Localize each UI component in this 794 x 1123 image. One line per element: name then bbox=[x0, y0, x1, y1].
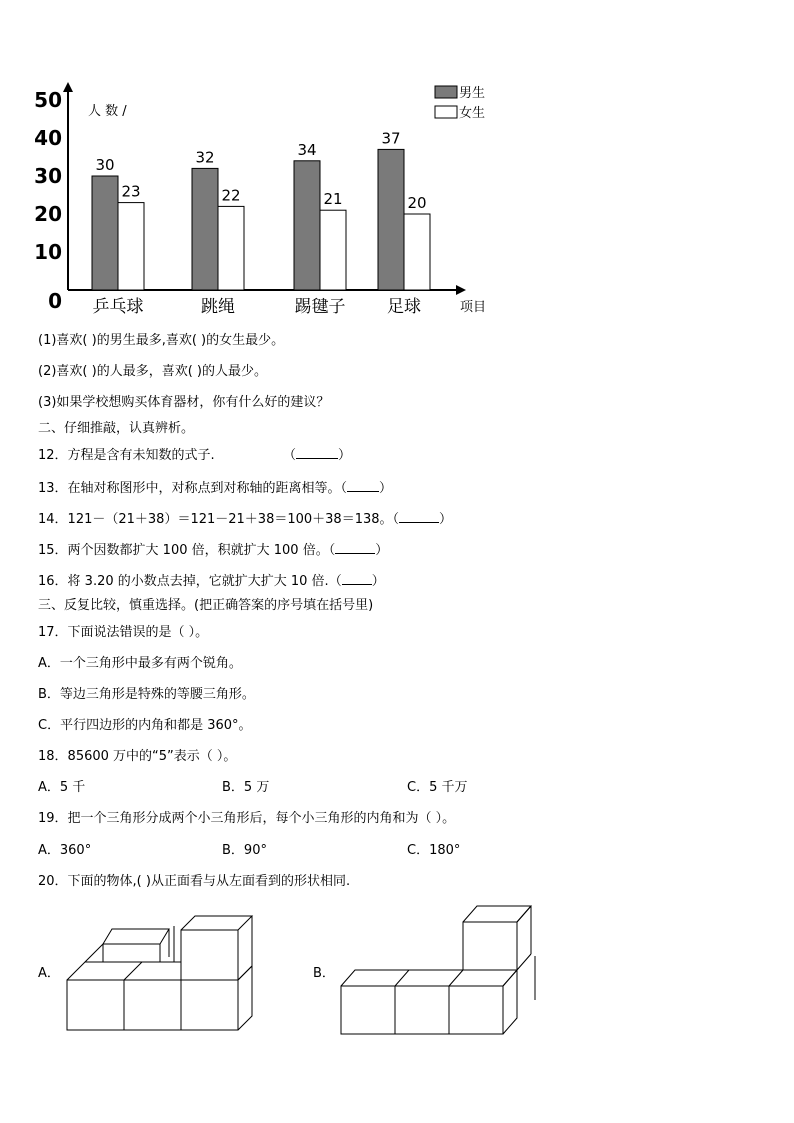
y-tick-label: 10 bbox=[34, 240, 62, 264]
x-tick-label: 跳绳 bbox=[201, 297, 235, 317]
legend-label: 男生 bbox=[459, 86, 486, 101]
bar-girls bbox=[320, 210, 346, 290]
bar-girls bbox=[218, 206, 244, 290]
question-19-option-a: A．360° bbox=[38, 843, 92, 858]
y-tick-label: 30 bbox=[34, 164, 62, 188]
legend-swatch bbox=[435, 86, 457, 98]
question-2: (2)喜欢( )的人最多，喜欢( )的人最少。 bbox=[38, 364, 267, 379]
question-17-option-b: B．等边三角形是特殊的等腰三角形。 bbox=[38, 687, 255, 702]
data-label: 20 bbox=[407, 194, 427, 212]
data-label: 23 bbox=[121, 182, 141, 201]
answer-blank-12[interactable] bbox=[296, 446, 338, 459]
answer-blank-16[interactable] bbox=[342, 572, 372, 585]
bar-girls bbox=[118, 203, 144, 290]
data-label: 22 bbox=[221, 186, 241, 205]
data-label: 30 bbox=[95, 156, 115, 174]
question-18: 18．85600 万中的“5”表示（ ）。 bbox=[38, 749, 237, 764]
question-16-text: 16．将 3.20 的小数点去掉，它就扩大扩大 10 倍.（ bbox=[38, 574, 342, 589]
question-19-option-b: B．90° bbox=[222, 843, 267, 858]
answer-blank-15[interactable] bbox=[335, 541, 375, 554]
question-12-text: 12．方程是含有未知数的式子. bbox=[38, 448, 215, 463]
bar-boys bbox=[294, 161, 320, 290]
question-1: (1)喜欢( )的男生最多,喜欢( )的女生最少。 bbox=[38, 333, 285, 348]
question-13 bbox=[38, 479, 392, 497]
question-14-text: 14．121－（21＋38）＝121－21＋38＝100＋38＝138。（ bbox=[38, 512, 400, 527]
bar-boys bbox=[378, 149, 404, 290]
y-axis-label: 人 数 / bbox=[88, 104, 127, 119]
section-3-heading: 三、反复比较，慎重选择。(把正确答案的序号填在括号里) bbox=[38, 598, 374, 613]
y-tick-label: 20 bbox=[34, 202, 62, 226]
data-label: 21 bbox=[323, 190, 343, 209]
question-18-option-a: A．5 千 bbox=[38, 780, 86, 795]
y-axis-arrow bbox=[63, 82, 73, 92]
cube-figure-b bbox=[336, 902, 546, 1038]
question-19-option-c: C．180° bbox=[407, 843, 461, 858]
x-tick-label: 乒乓球 bbox=[92, 297, 144, 317]
bar-girls bbox=[404, 214, 430, 290]
answer-blank-14[interactable] bbox=[399, 510, 439, 523]
question-20: 20．下面的物体,( )从正面看与从左面看到的形状相同. bbox=[38, 874, 351, 889]
question-14 bbox=[38, 510, 452, 528]
question-17-option-a: A．一个三角形中最多有两个锐角。 bbox=[38, 656, 242, 671]
question-14-close: ） bbox=[439, 512, 453, 527]
question-15 bbox=[38, 541, 388, 559]
question-16-close: ） bbox=[371, 574, 385, 589]
question-13-text: 13．在轴对称图形中，对称点到对称轴的距离相等。（ bbox=[38, 481, 348, 496]
section-2-heading: 二、仔细推敲，认真辨析。 bbox=[38, 421, 195, 436]
question-3: (3)如果学校想购买体育器材，你有什么好的建议？ bbox=[38, 395, 330, 410]
data-label: 34 bbox=[297, 140, 317, 159]
x-tick-label: 足球 bbox=[387, 297, 421, 317]
bar-boys bbox=[192, 168, 218, 290]
question-13-close: ） bbox=[379, 481, 393, 496]
y-tick-label: 50 bbox=[34, 88, 62, 112]
data-label: 32 bbox=[195, 148, 215, 167]
question-12-open: （ bbox=[282, 448, 296, 463]
question-12-close: ） bbox=[337, 448, 351, 463]
cube-figure-a bbox=[62, 902, 262, 1038]
bar-boys bbox=[92, 176, 118, 290]
question-15-close: ） bbox=[375, 543, 389, 558]
question-18-option-c: C．5 千万 bbox=[407, 780, 468, 795]
question-15-text: 15．两个因数都扩大 100 倍，积就扩大 100 倍。（ bbox=[38, 543, 336, 558]
question-17-option-c: C．平行四边形的内角和都是 360°。 bbox=[38, 718, 252, 733]
question-19: 19．把一个三角形分成两个小三角形后，每个小三角形的内角和为（ ）。 bbox=[38, 811, 456, 826]
x-tick-label: 踢毽子 bbox=[294, 297, 346, 317]
legend-swatch bbox=[435, 106, 457, 118]
question-17: 17．下面说法错误的是（ ）。 bbox=[38, 625, 209, 640]
bar-chart bbox=[30, 78, 510, 328]
figure-a-label: A． bbox=[38, 966, 60, 981]
question-18-option-b: B．5 万 bbox=[222, 780, 270, 795]
data-label: 37 bbox=[381, 129, 401, 148]
x-axis-arrow bbox=[456, 285, 466, 295]
x-axis-label: 项目 bbox=[460, 300, 487, 315]
figure-b-label: B． bbox=[313, 966, 335, 981]
question-16 bbox=[38, 572, 385, 590]
answer-blank-13[interactable] bbox=[347, 479, 379, 492]
y-tick-label: 0 bbox=[48, 289, 62, 313]
question-12 bbox=[38, 446, 351, 464]
y-tick-label: 40 bbox=[34, 126, 62, 150]
legend-label: 女生 bbox=[459, 106, 486, 121]
